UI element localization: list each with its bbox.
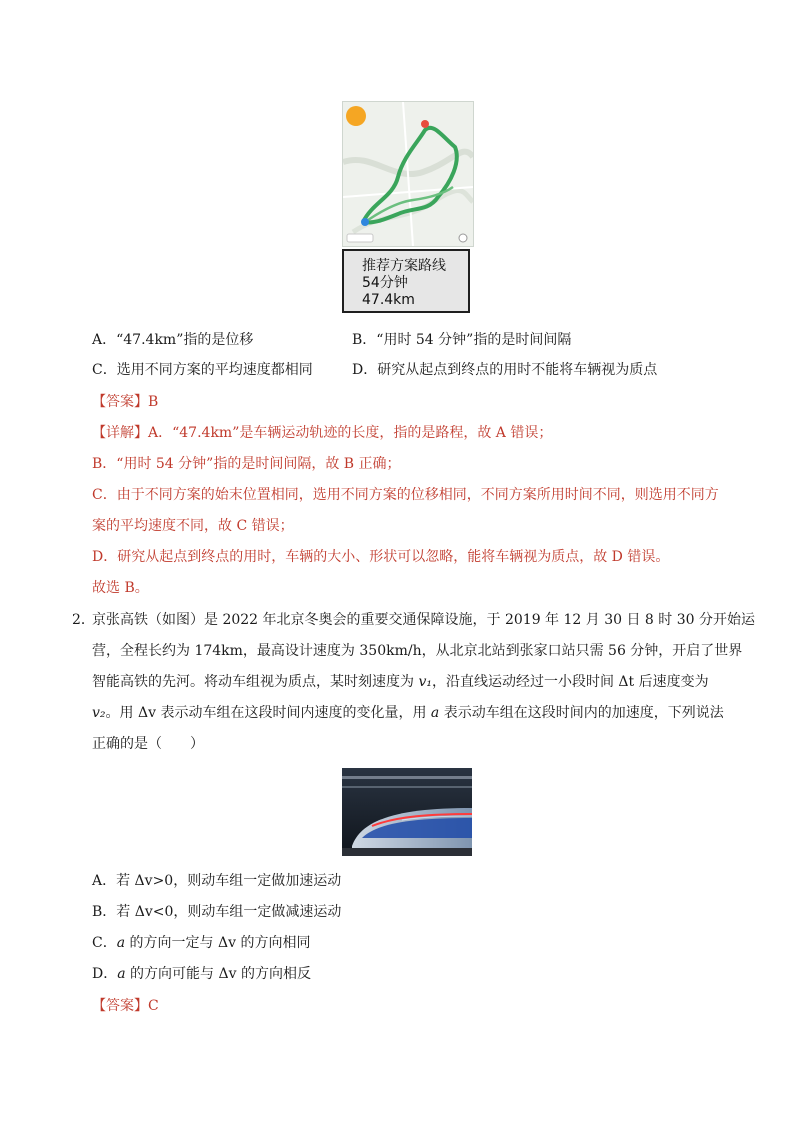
q2-option-c-a: a [116,935,126,951]
q2-option-c-prefix: C． [92,935,117,951]
q2-stem-line2: 营，全程长约为 174km，最高设计速度为 350km/h，从北京北站到张家口站只需 56 分钟，开启了世界 [92,643,743,659]
v2-symbol: v₂ [92,705,106,721]
origin-marker-icon [361,218,369,226]
q1-option-d: D．研究从起点到终点的用时不能将车辆视为质点 [352,362,658,378]
route-time: 54分钟 [362,275,408,291]
route-info-box [342,249,470,313]
q2-option-d-prefix: D． [92,966,118,982]
answer-label: 【答案】 [92,998,148,1014]
train-drawing [342,768,472,856]
q2-stem-line4 [92,703,724,723]
answer-label: 【答案】 [92,394,148,410]
q2-stem-line4-b: 表示动车组在这段时间内的加速度，下列说法 [439,705,724,721]
detail-label: 【详解】 [92,425,148,441]
q1-option-c: C．选用不同方案的平均速度都相同 [92,362,313,378]
answer-value: B [148,394,159,410]
q2-answer [92,996,159,1016]
q2-option-a: A．若 Δv>0，则动车组一定做加速运动 [92,873,342,889]
answer-value: C [148,998,159,1014]
a-symbol: a [430,705,440,721]
q2-option-c [92,933,310,953]
q2-number: 2． [72,612,95,628]
v1-symbol: v₁ [418,674,432,690]
q2-stem-line3-b: ，沿直线运动经过一小段时间 Δt 后速度变为 [431,674,709,690]
q2-option-c-rest: 的方向一定与 Δv 的方向相同 [125,935,311,951]
q2-option-d-a: a [117,966,126,982]
map-drawing [343,102,473,246]
q1-answer [92,392,158,412]
q1-detail-c-line1: C．由于不同方案的始末位置相同，选用不同方案的位移相同，不同方案所用时间不同，则选用不同方 [92,487,719,503]
detail-a-text: A．“47.4km”是车辆运动轨迹的长度，指的是路程，故 A 错误； [148,425,553,441]
q1-conclusion: 故选 B。 [92,580,149,596]
route-title: 推荐方案路线 [362,258,446,274]
q1-option-a: A．“47.4km”指的是位移 [92,332,254,348]
q2-stem-line1: 京张高铁（如图）是 2022 年北京冬奥会的重要交通保障设施，于 2019 年 12 月 30 日 8 时 30 分开始运 [92,612,756,628]
q1-detail-c-line2: 案的平均速度不同，故 C 错误； [92,518,294,534]
q1-detail-a [92,423,552,443]
q2-stem-line4-a: 。用 Δv 表示动车组在这段时间内速度的变化量，用 [105,705,431,721]
q1-option-b: B．“用时 54 分钟”指的是时间间隔 [352,332,572,348]
high-speed-train-image [342,768,472,856]
route-map-image [342,101,474,247]
q2-stem-line3-a: 智能高铁的先河。将动车组视为质点，某时刻速度为 [92,674,419,690]
q1-detail-b: B．“用时 54 分钟”指的是时间间隔，故 B 正确； [92,456,401,472]
q1-detail-d: D．研究从起点到终点的用时，车辆的大小、形状可以忽略，能将车辆视为质点，故 D 错误。 [92,549,670,565]
destination-marker-icon [421,120,429,128]
q2-option-d [92,964,311,984]
app-logo-icon [346,106,366,126]
q2-option-b: B．若 Δv<0，则动车组一定做减速运动 [92,904,342,920]
q2-stem-line3 [92,672,709,692]
q2-stem-line5: 正确的是（ ） [92,736,204,752]
route-distance: 47.4km [362,292,415,308]
q2-option-d-rest: 的方向可能与 Δv 的方向相反 [125,966,311,982]
